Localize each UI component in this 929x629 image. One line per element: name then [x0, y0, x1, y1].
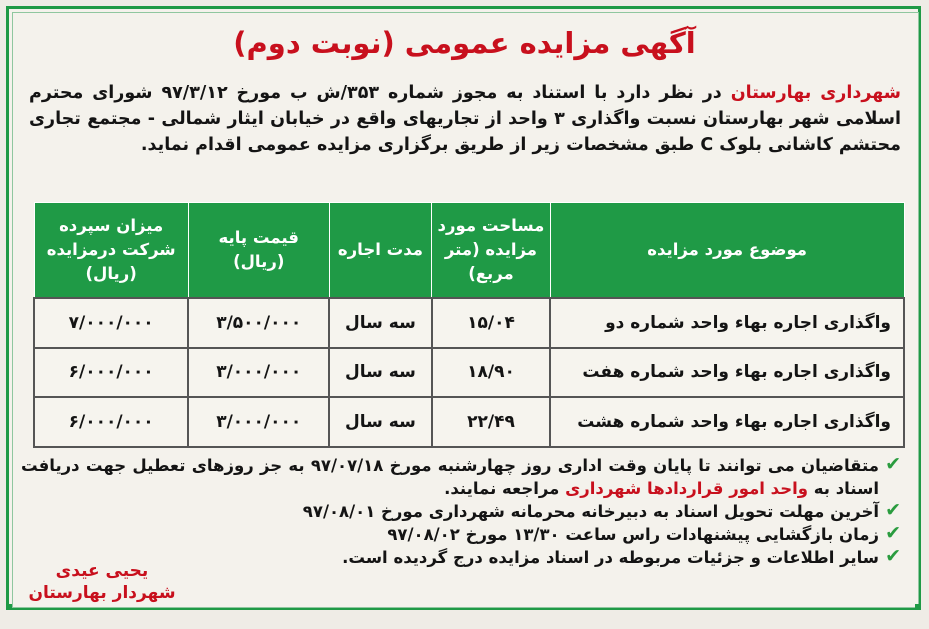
table-row — [34, 348, 904, 398]
auction-table — [33, 202, 905, 448]
cell-duration: سه سال — [329, 348, 431, 398]
cell-subject: واگذاری اجاره بهاء واحد شماره هفت — [550, 348, 904, 398]
note-text: آخرین مهلت تحویل اسناد به دبیرخانه محرمانه شهرداری مورخ ۹۷/۰۸/۰۱ — [302, 502, 879, 521]
cell-duration: سه سال — [329, 298, 431, 348]
cell-area: ۱۸/۹۰ — [432, 348, 551, 398]
cell-base-price: ۳/۰۰۰/۰۰۰ — [188, 348, 329, 398]
cell-subject: واگذاری اجاره بهاء واحد شماره دو — [550, 298, 904, 348]
note-text: زمان بازگشایی پیشنهادات راس ساعت ۱۳/۳۰ مورخ ۹۷/۰۸/۰۲ — [387, 525, 879, 544]
cell-deposit: ۶/۰۰۰/۰۰۰ — [34, 348, 188, 398]
intro-text: در نظر دارد با استناد به مجوز شماره ۳۵۳/ش ب مورخ ۹۷/۳/۱۲ شورای محترم اسلامی شهر بهارستان نسبت واگذاری ۳ واحد از تجاریهای واقع در خیابان ایثار شمالی - مجتمع تجاری محتشم کاشانی بلوک C طبق مشخصات زیر از طریق برگزاری مزایده عمومی اقدام نماید. — [29, 83, 901, 155]
corner-mark — [6, 604, 12, 610]
check-icon: ✔ — [885, 545, 901, 567]
cell-base-price: ۳/۵۰۰/۰۰۰ — [188, 298, 329, 348]
list-item — [21, 454, 901, 500]
check-icon: ✔ — [885, 499, 901, 521]
cell-deposit: ۶/۰۰۰/۰۰۰ — [34, 397, 188, 447]
header-base-price: قیمت پایه (ریال) — [188, 203, 329, 299]
note-text: سایر اطلاعات و جزئیات مربوطه در اسناد مزایده درج گردیده است. — [342, 548, 879, 567]
intro-paragraph — [29, 80, 901, 158]
header-area: مساحت مورد مزایده (متر مربع) — [432, 203, 551, 299]
corner-mark — [915, 604, 921, 610]
note-text: متقاضیان می توانند تا پایان وقت اداری روز چهارشنبه مورخ ۹۷/۰۷/۱۸ به جز روزهای تعطیل جهت دریافت اسناد به — [21, 456, 880, 498]
check-icon: ✔ — [885, 522, 901, 544]
signature-block — [18, 560, 186, 604]
table-row — [34, 397, 904, 447]
table-header-row — [34, 203, 904, 299]
conditions-list — [21, 454, 901, 569]
cell-area: ۲۲/۴۹ — [432, 397, 551, 447]
list-item — [21, 500, 901, 523]
cell-duration: سه سال — [329, 397, 431, 447]
cell-area: ۱۵/۰۴ — [432, 298, 551, 348]
cell-base-price: ۳/۰۰۰/۰۰۰ — [188, 397, 329, 447]
cell-subject: واگذاری اجاره بهاء واحد شماره هشت — [550, 397, 904, 447]
note-highlight: واحد امور قراردادها شهرداری — [565, 479, 809, 498]
cell-deposit: ۷/۰۰۰/۰۰۰ — [34, 298, 188, 348]
header-subject: موضوع مورد مزایده — [550, 203, 904, 299]
signer-role: شهردار بهارستان — [28, 583, 176, 603]
table-row — [34, 298, 904, 348]
notice-title: آگهی مزایده عمومی (نوبت دوم) — [233, 26, 696, 60]
check-icon: ✔ — [885, 453, 901, 475]
header-deposit: میزان سپرده شرکت درمزایده (ریال) — [34, 203, 188, 299]
signer-name: یحیی عیدی — [55, 561, 149, 581]
list-item — [21, 523, 901, 546]
header-duration: مدت اجاره — [329, 203, 431, 299]
note-text: مراجعه نمایند. — [444, 479, 560, 498]
issuer-name: شهرداری بهارستان — [730, 83, 901, 103]
